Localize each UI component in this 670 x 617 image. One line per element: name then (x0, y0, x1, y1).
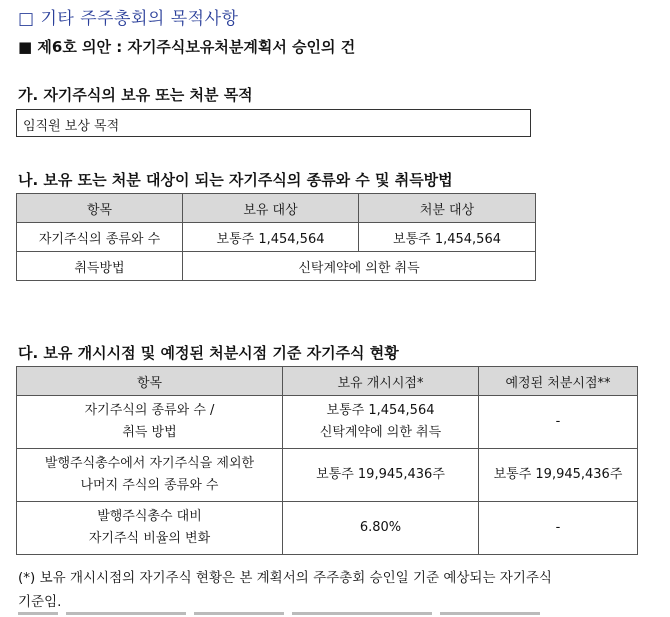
table-cell (283, 396, 479, 449)
agenda-title: ■ 제6호 의안 : 자기주식보유처분계획서 승인의 건 (18, 38, 356, 56)
cell-line: 보통주 1,454,564 (326, 403, 435, 418)
header-cell: 보유 개시시점* (283, 367, 479, 396)
section-a-title: 가. 자기주식의 보유 또는 처분 목적 (18, 86, 253, 104)
table-cell (17, 449, 283, 502)
table-row (17, 396, 638, 449)
table-cell: 취득방법 (17, 252, 183, 281)
section-b-title: 나. 보유 또는 처분 대상이 되는 자기주식의 종류와 수 및 취득방법 (18, 171, 453, 189)
table-row (17, 449, 638, 502)
table-row (17, 502, 638, 555)
footnote (18, 566, 658, 614)
table-header-row (17, 367, 638, 396)
footnote-line: (*) 보유 개시시점의 자기주식 현황은 본 계획서의 주주총회 승인일 기준 예상되는 자기주식 (18, 570, 552, 586)
footnote-line: 기준임. (18, 594, 62, 610)
section-heading: □ 기타 주주총회의 목적사항 (18, 9, 239, 29)
cell-line: 취득 방법 (122, 425, 177, 440)
table-cell: 보통주 19,945,436주 (479, 449, 638, 502)
cell-line: 자기주식 비율의 변화 (88, 531, 211, 546)
cell-line: 신탁계약에 의한 취득 (319, 425, 442, 440)
table-cell: 보통주 1,454,564 (183, 223, 359, 252)
treasury-stock-status-table (16, 366, 638, 555)
header-cell: 보유 대상 (183, 194, 359, 223)
header-cell: 처분 대상 (359, 194, 536, 223)
table-cell: 신탁계약에 의한 취득 (183, 252, 536, 281)
table-cell: 보통주 1,454,564 (359, 223, 536, 252)
section-c-title: 다. 보유 개시시점 및 예정된 처분시점 기준 자기주식 현황 (18, 344, 399, 362)
table-cell (17, 502, 283, 555)
table-cell: 6.80% (283, 502, 479, 555)
table-cell: - (479, 502, 638, 555)
header-cell: 항목 (17, 367, 283, 396)
cell-line: 자기주식의 종류와 수 / (84, 403, 215, 418)
cell-line: 발행주식총수 대비 (97, 509, 202, 524)
table-header-row (17, 194, 536, 223)
purpose-value-box: 임직원 보상 목적 (16, 109, 531, 137)
table-cell: 보통주 19,945,436주 (283, 449, 479, 502)
header-cell: 항목 (17, 194, 183, 223)
table-cell: 자기주식의 종류와 수 (17, 223, 183, 252)
table-cell: - (479, 396, 638, 449)
table-row (17, 252, 536, 281)
cell-line: 발행주식총수에서 자기주식을 제외한 (44, 456, 255, 471)
cell-line: 나머지 주식의 종류와 수 (80, 478, 219, 493)
table-cell (17, 396, 283, 449)
cropped-text-line (18, 612, 578, 617)
holding-disposal-table (16, 193, 536, 281)
table-row (17, 223, 536, 252)
header-cell: 예정된 처분시점** (479, 367, 638, 396)
